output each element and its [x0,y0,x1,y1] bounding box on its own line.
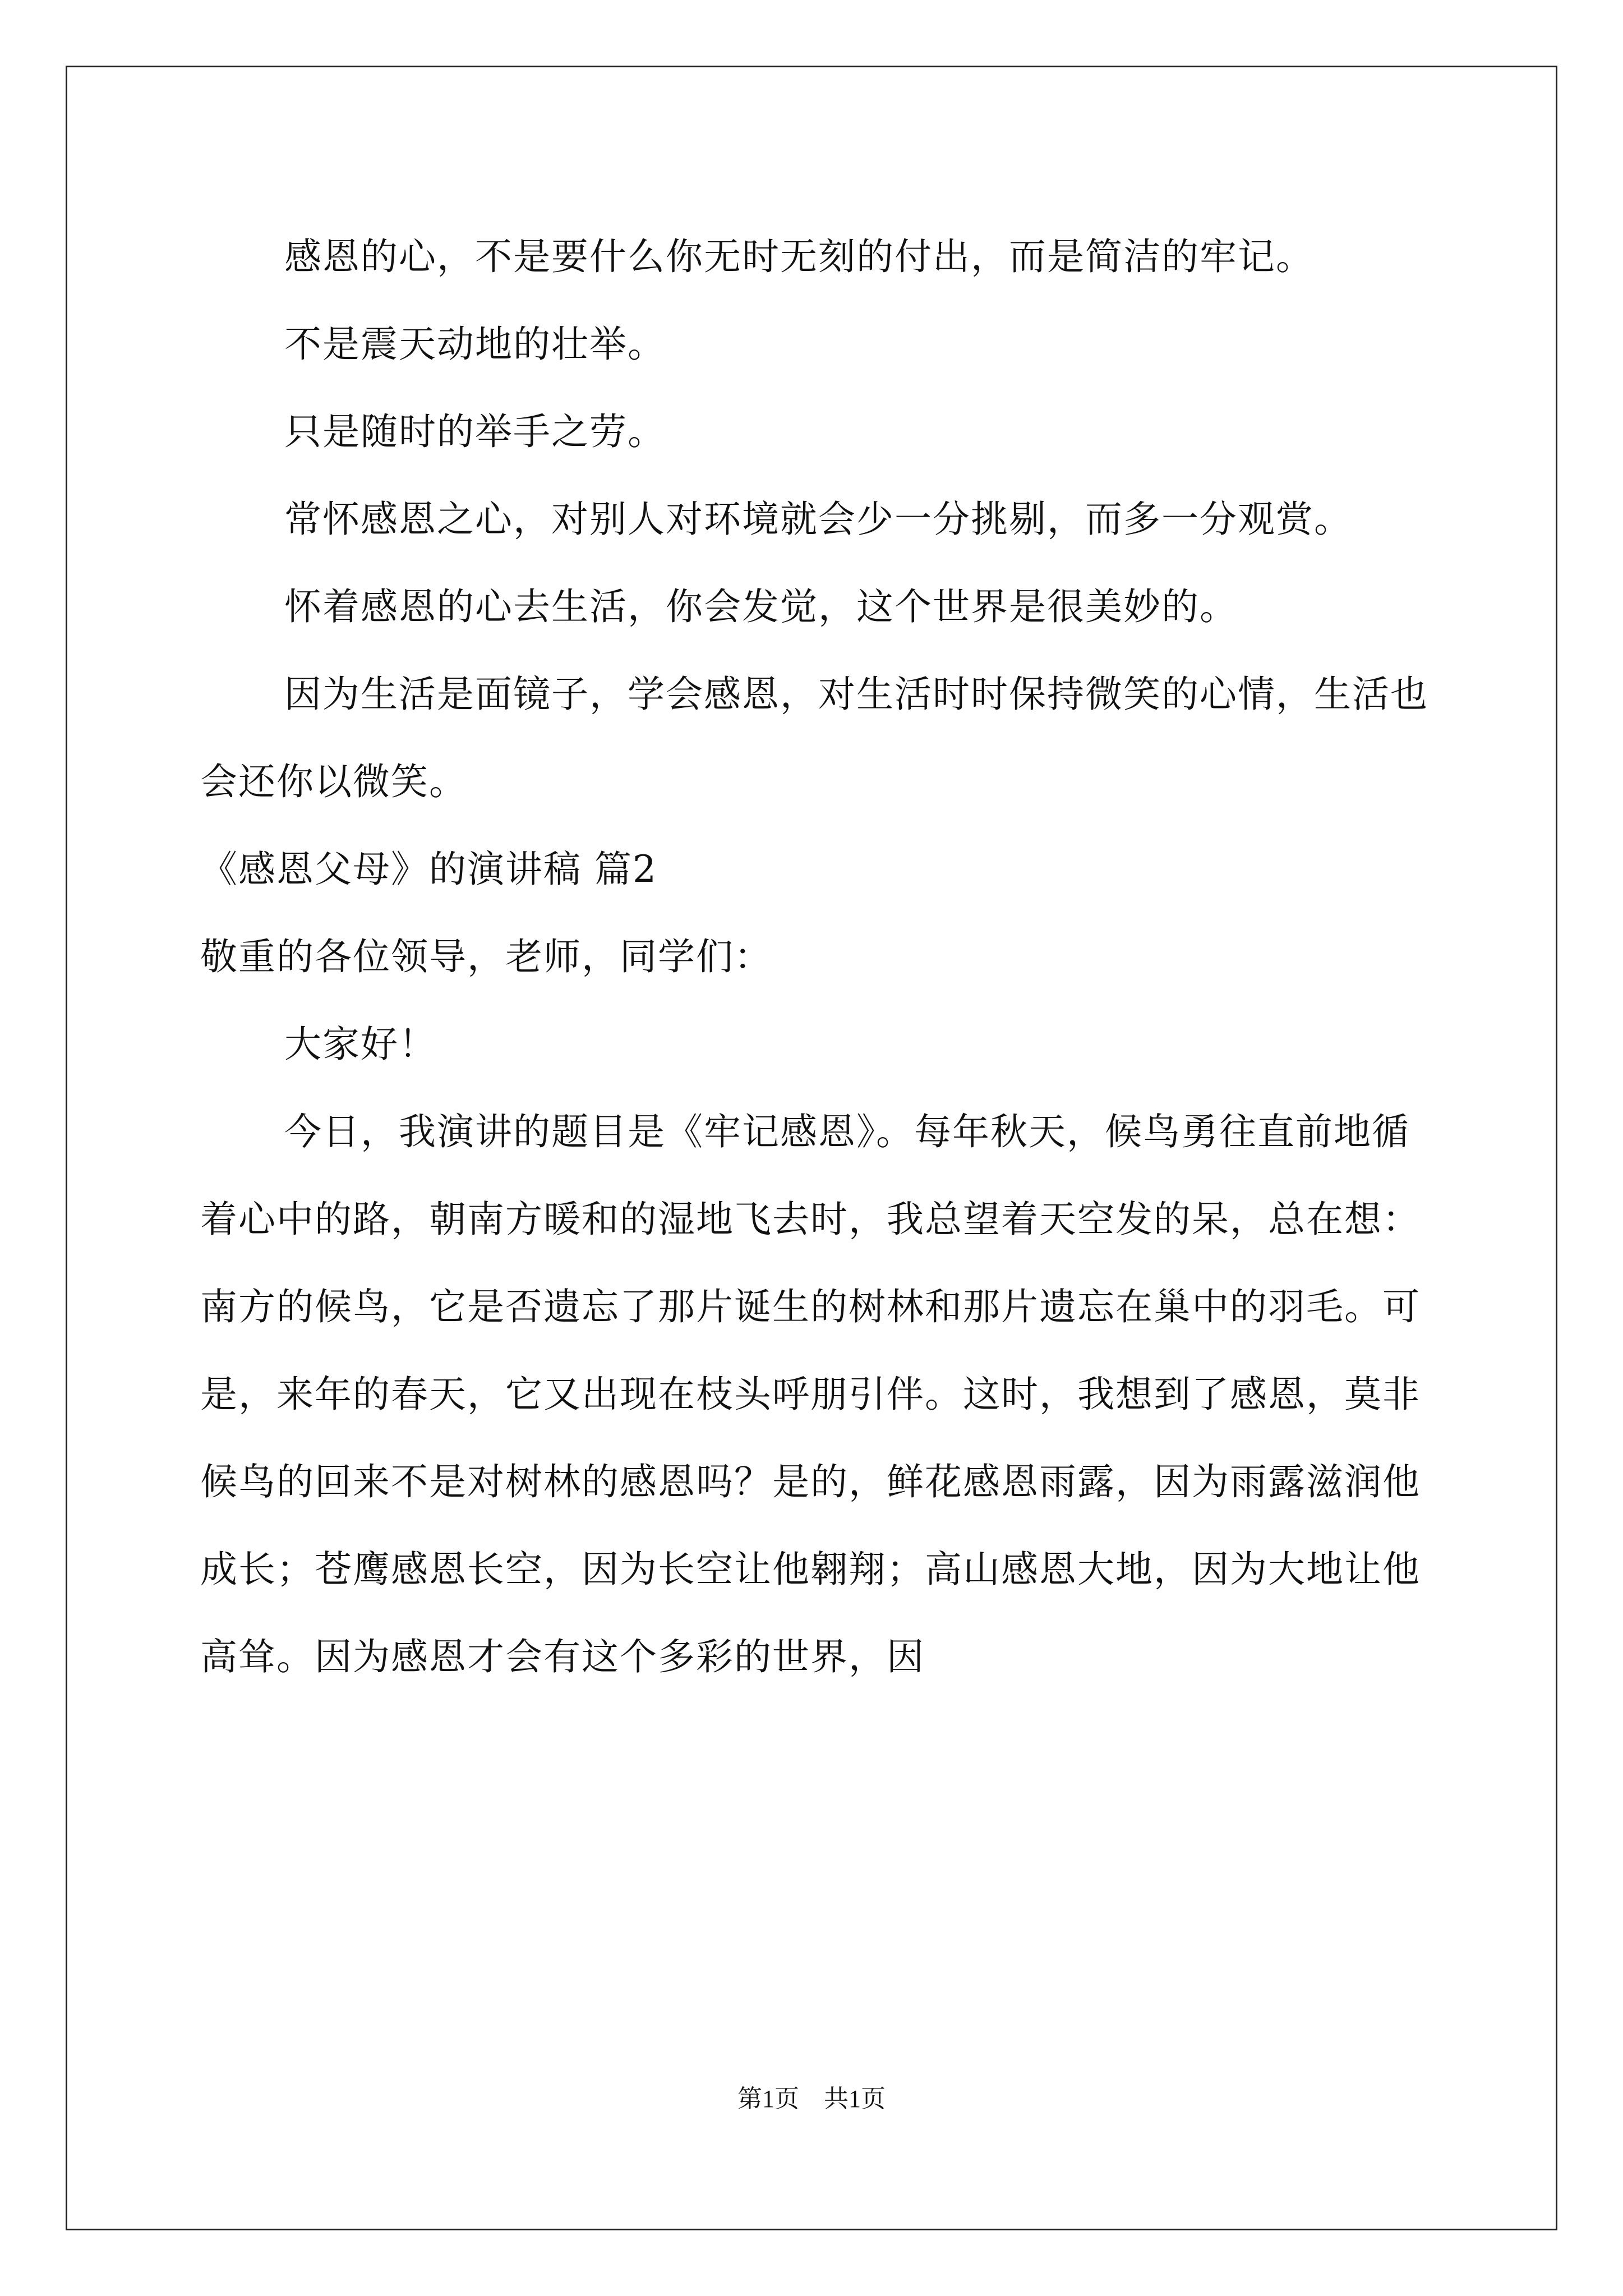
section-heading: 《感恩父母》的演讲稿 篇2 [200,848,657,891]
paragraph-2: 不是震天动地的壮举。 [284,323,666,366]
paragraph-3: 只是随时的举手之劳。 [284,410,666,453]
paragraph-4: 常怀感恩之心，对别人对环境就会少一分挑剔，而多一分观赏。 [284,498,1352,541]
paragraph-1: 感恩的心，不是要什么你无时无刻的付出，而是简洁的牢记。 [284,235,1314,278]
greeting: 大家好！ [284,1023,437,1066]
page-footer: 第1页 共1页 [737,2085,886,2113]
paragraph-6: 因为生活是面镜子，学会感恩，对生活时时保持微笑的心情，生活也会还你以微笑。 [200,673,1428,803]
paragraph-5: 怀着感恩的心去生活，你会发觉，这个世界是很美妙的。 [284,585,1238,628]
document-body [200,213,1434,1701]
paragraph-body: 今日，我演讲的题目是《牢记感恩》。每年秋天，候鸟勇往直前地循着心中的路，朝南方暖和的湿地飞去时，我总望着天空发的呆，总在想：南方的候鸟，它是否遗忘了那片诞生的树林和那片遗忘在巢中的羽毛。可是，来年的春天，它又出现在枝头呼朋引伴。这时，我想到了感恩，莫非候鸟的回来不是对树林的感恩吗？是的，鲜花感恩雨露，因为雨露滋润他成长；苍鹰感恩长空，因为长空让他翱翔；高山感恩大地，因为大地让他高耸。因为感恩才会有这个多彩的世界，因 [200,1110,1421,1678]
salutation: 敬重的各位领导，老师，同学们： [200,935,772,978]
